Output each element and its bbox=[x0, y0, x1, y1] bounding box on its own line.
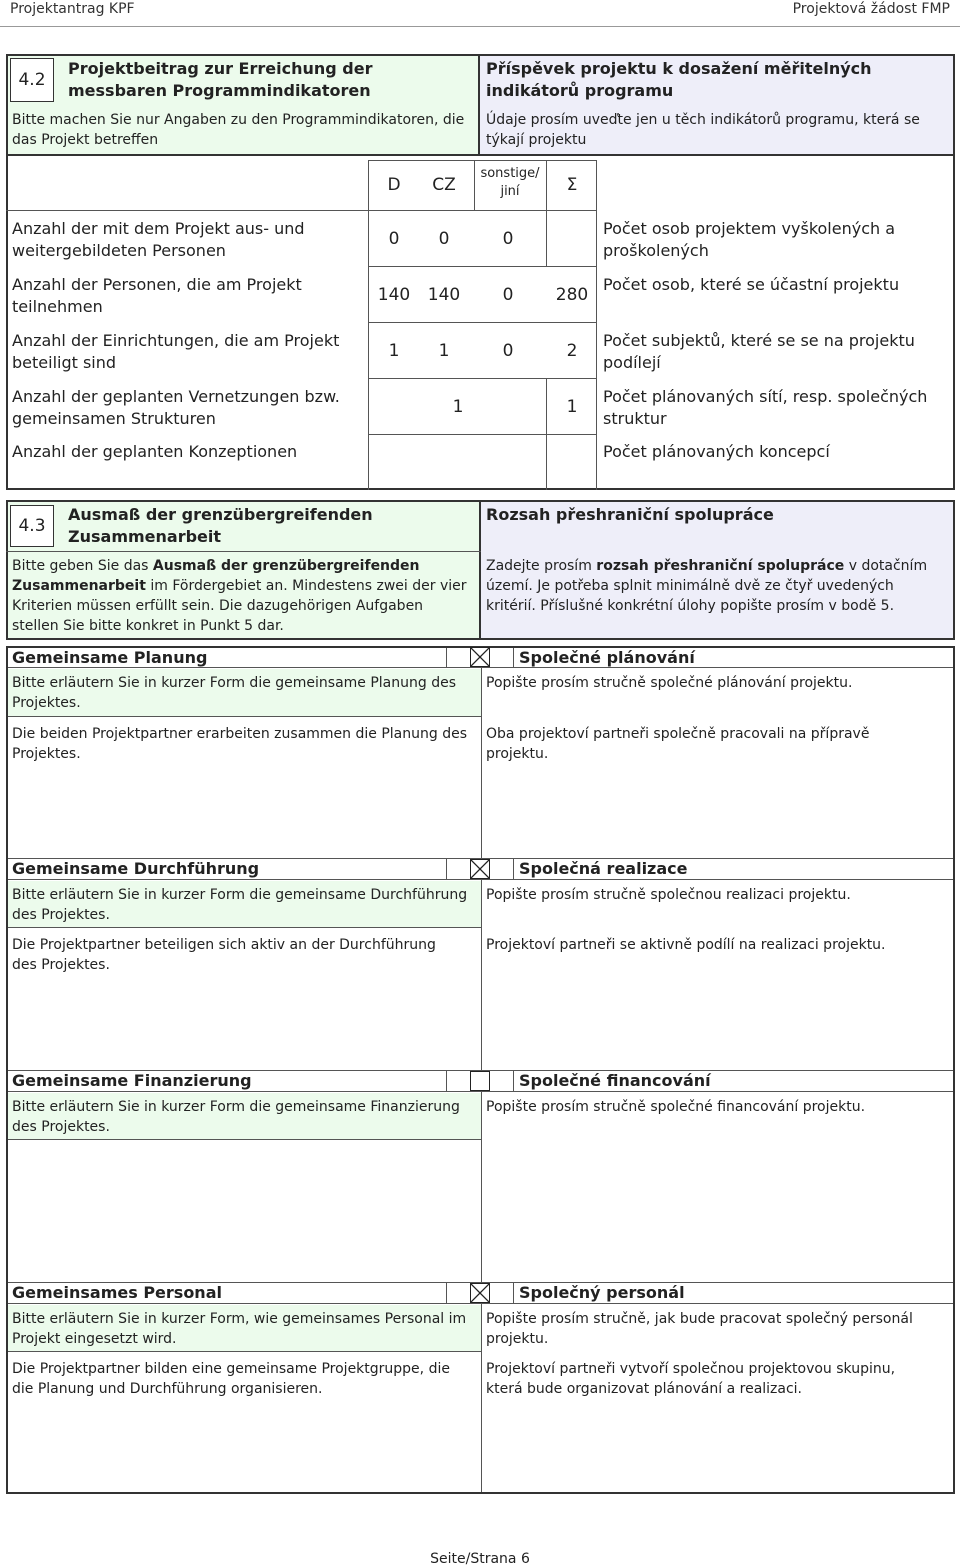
cell-d: 1 bbox=[388, 341, 400, 361]
cell-cz: 0 bbox=[438, 229, 450, 249]
cell-other: 0 bbox=[502, 341, 514, 361]
section-title-cz: Rozsah přeshraniční spolupráce bbox=[486, 505, 774, 524]
row-label-de: Anzahl der Personen, die am Projekt teilnehmen bbox=[12, 275, 302, 316]
criterion-heading-de: Gemeinsames Personal bbox=[12, 1283, 222, 1302]
row-label-cz: Počet osob projektem vyškolených a proškolených bbox=[603, 219, 896, 260]
criterion-prompt-de: Bitte erläutern Sie in kurzer Form die gemeinsame Planung des Projektes. bbox=[12, 675, 457, 711]
header-left: Projektantrag KPF bbox=[10, 1, 135, 17]
section-title-de: Ausmaß der grenzübergreifenden Zusammenarbeit bbox=[68, 505, 373, 546]
intro-de: Bitte geben Sie das Ausmaß der grenzübergreifenden Zusammenarbeit im Fördergebiet an. Mindestens zwei der vier Kriterien müssen erfüllt sein. Die dazugehörigen Aufgaben stellen Sie bitte konkret in Punkt 5 dar. bbox=[12, 558, 467, 634]
col-header-sum: Σ bbox=[566, 175, 578, 195]
cell-d: 0 bbox=[388, 229, 400, 249]
section-title-cz: Příspěvek projektu k dosažení měřitelných indikátorů programu bbox=[486, 59, 872, 100]
section-number-4-2: 4.2 bbox=[10, 58, 54, 102]
row-label-de: Anzahl der geplanten Vernetzungen bzw. gemeinsamen Strukturen bbox=[12, 387, 340, 428]
criterion-prompt-cz: Popište prosím stručně společné financování projektu. bbox=[486, 1099, 866, 1115]
cell-sum: 280 bbox=[555, 285, 589, 305]
criterion-prompt-de: Bitte erläutern Sie in kurzer Form die gemeinsame Finanzierung des Projektes. bbox=[12, 1099, 460, 1135]
criterion-checkbox-implementation[interactable] bbox=[470, 859, 490, 879]
criterion-checkbox-financing[interactable] bbox=[470, 1071, 490, 1091]
criterion-heading-cz: Společné plánování bbox=[519, 648, 695, 667]
criterion-heading-cz: Společný personál bbox=[519, 1283, 685, 1302]
criterion-heading-de: Gemeinsame Durchführung bbox=[12, 859, 260, 878]
criterion-heading-de: Gemeinsame Planung bbox=[12, 648, 208, 667]
header-rule bbox=[0, 26, 960, 27]
criterion-prompt-cz: Popište prosím stručně, jak bude pracovat společný personál projektu. bbox=[486, 1311, 913, 1347]
intro-cz: Údaje prosím uveďte jen u těch indikátorů programu, která se týkají projektu bbox=[486, 112, 920, 148]
row-label-de: Anzahl der Einrichtungen, die am Projekt beteiligt sind bbox=[12, 331, 340, 372]
col-header-cz: CZ bbox=[432, 175, 456, 195]
criterion-prompt-cz: Popište prosím stručně společnou realizaci projektu. bbox=[486, 887, 851, 903]
cell-other: 0 bbox=[502, 285, 514, 305]
row-label-cz: Počet plánovaných sítí, resp. společných struktur bbox=[603, 387, 928, 428]
cell-cz: 1 bbox=[438, 341, 450, 361]
cell-d: 1 bbox=[452, 397, 464, 417]
col-header-d: D bbox=[387, 175, 401, 195]
criterion-heading-cz: Společná realizace bbox=[519, 859, 688, 878]
row-label-de: Anzahl der mit dem Projekt aus- und weitergebildeten Personen bbox=[12, 219, 305, 260]
criterion-answer-cz[interactable]: Oba projektoví partneři společně pracovali na přípravě projektu. bbox=[486, 726, 870, 762]
criterion-prompt-de: Bitte erläutern Sie in kurzer Form, wie gemeinsames Personal im Projekt eingesetzt wird. bbox=[12, 1311, 467, 1347]
cell-sum: 1 bbox=[566, 397, 578, 417]
intro-cz: Zadejte prosím rozsah přeshraniční spolupráce v dotačním území. Je potřeba splnit minimálně dvě ze čtyř uvedených kritérií. Příslušné konkrétní úlohy popište prosím v bodě 5. bbox=[486, 558, 928, 614]
intro-de: Bitte machen Sie nur Angaben zu den Programmindikatoren, die das Projekt betreffen bbox=[12, 112, 465, 148]
criterion-prompt-cz: Popište prosím stručně společné plánování projektu. bbox=[486, 675, 853, 691]
row-label-cz: Počet plánovaných koncepcí bbox=[603, 442, 830, 461]
header-right: Projektová žádost FMP bbox=[792, 1, 950, 17]
page-number: Seite/Strana 6 bbox=[430, 1551, 530, 1567]
criterion-checkbox-planning[interactable] bbox=[470, 647, 490, 667]
section-number-4-3: 4.3 bbox=[10, 505, 54, 547]
row-label-cz: Počet osob, které se účastní projektu bbox=[603, 275, 900, 294]
criterion-heading-de: Gemeinsame Finanzierung bbox=[12, 1071, 252, 1090]
criterion-answer-cz[interactable]: Projektoví partneři vytvoří společnou projektovou skupinu, která bude organizovat plánování a realizaci. bbox=[486, 1361, 896, 1397]
col-header-other: sonstige/ jiní bbox=[480, 166, 540, 199]
cell-d: 140 bbox=[377, 285, 411, 305]
row-label-cz: Počet subjektů, které se se na projektu podílejí bbox=[603, 331, 915, 372]
cell-other: 0 bbox=[502, 229, 514, 249]
criterion-answer-de[interactable]: Die Projektpartner bilden eine gemeinsame Projektgruppe, die die Planung und Durchführung organisieren. bbox=[12, 1361, 450, 1397]
section-title-de: Projektbeitrag zur Erreichung der messbaren Programmindikatoren bbox=[68, 59, 373, 100]
cell-cz: 140 bbox=[427, 285, 461, 305]
row-label-de: Anzahl der geplanten Konzeptionen bbox=[12, 442, 298, 461]
cell-sum: 2 bbox=[566, 341, 578, 361]
criterion-answer-de[interactable]: Die Projektpartner beteiligen sich aktiv an der Durchführung des Projektes. bbox=[12, 937, 436, 973]
criterion-answer-de[interactable]: Die beiden Projektpartner erarbeiten zusammen die Planung des Projektes. bbox=[12, 726, 467, 762]
criterion-answer-cz[interactable]: Projektoví partneři se aktivně podílí na realizaci projektu. bbox=[486, 937, 886, 953]
criterion-checkbox-personnel[interactable] bbox=[470, 1283, 490, 1303]
criterion-prompt-de: Bitte erläutern Sie in kurzer Form die gemeinsame Durchführung des Projektes. bbox=[12, 887, 468, 923]
criterion-heading-cz: Společné financování bbox=[519, 1071, 711, 1090]
